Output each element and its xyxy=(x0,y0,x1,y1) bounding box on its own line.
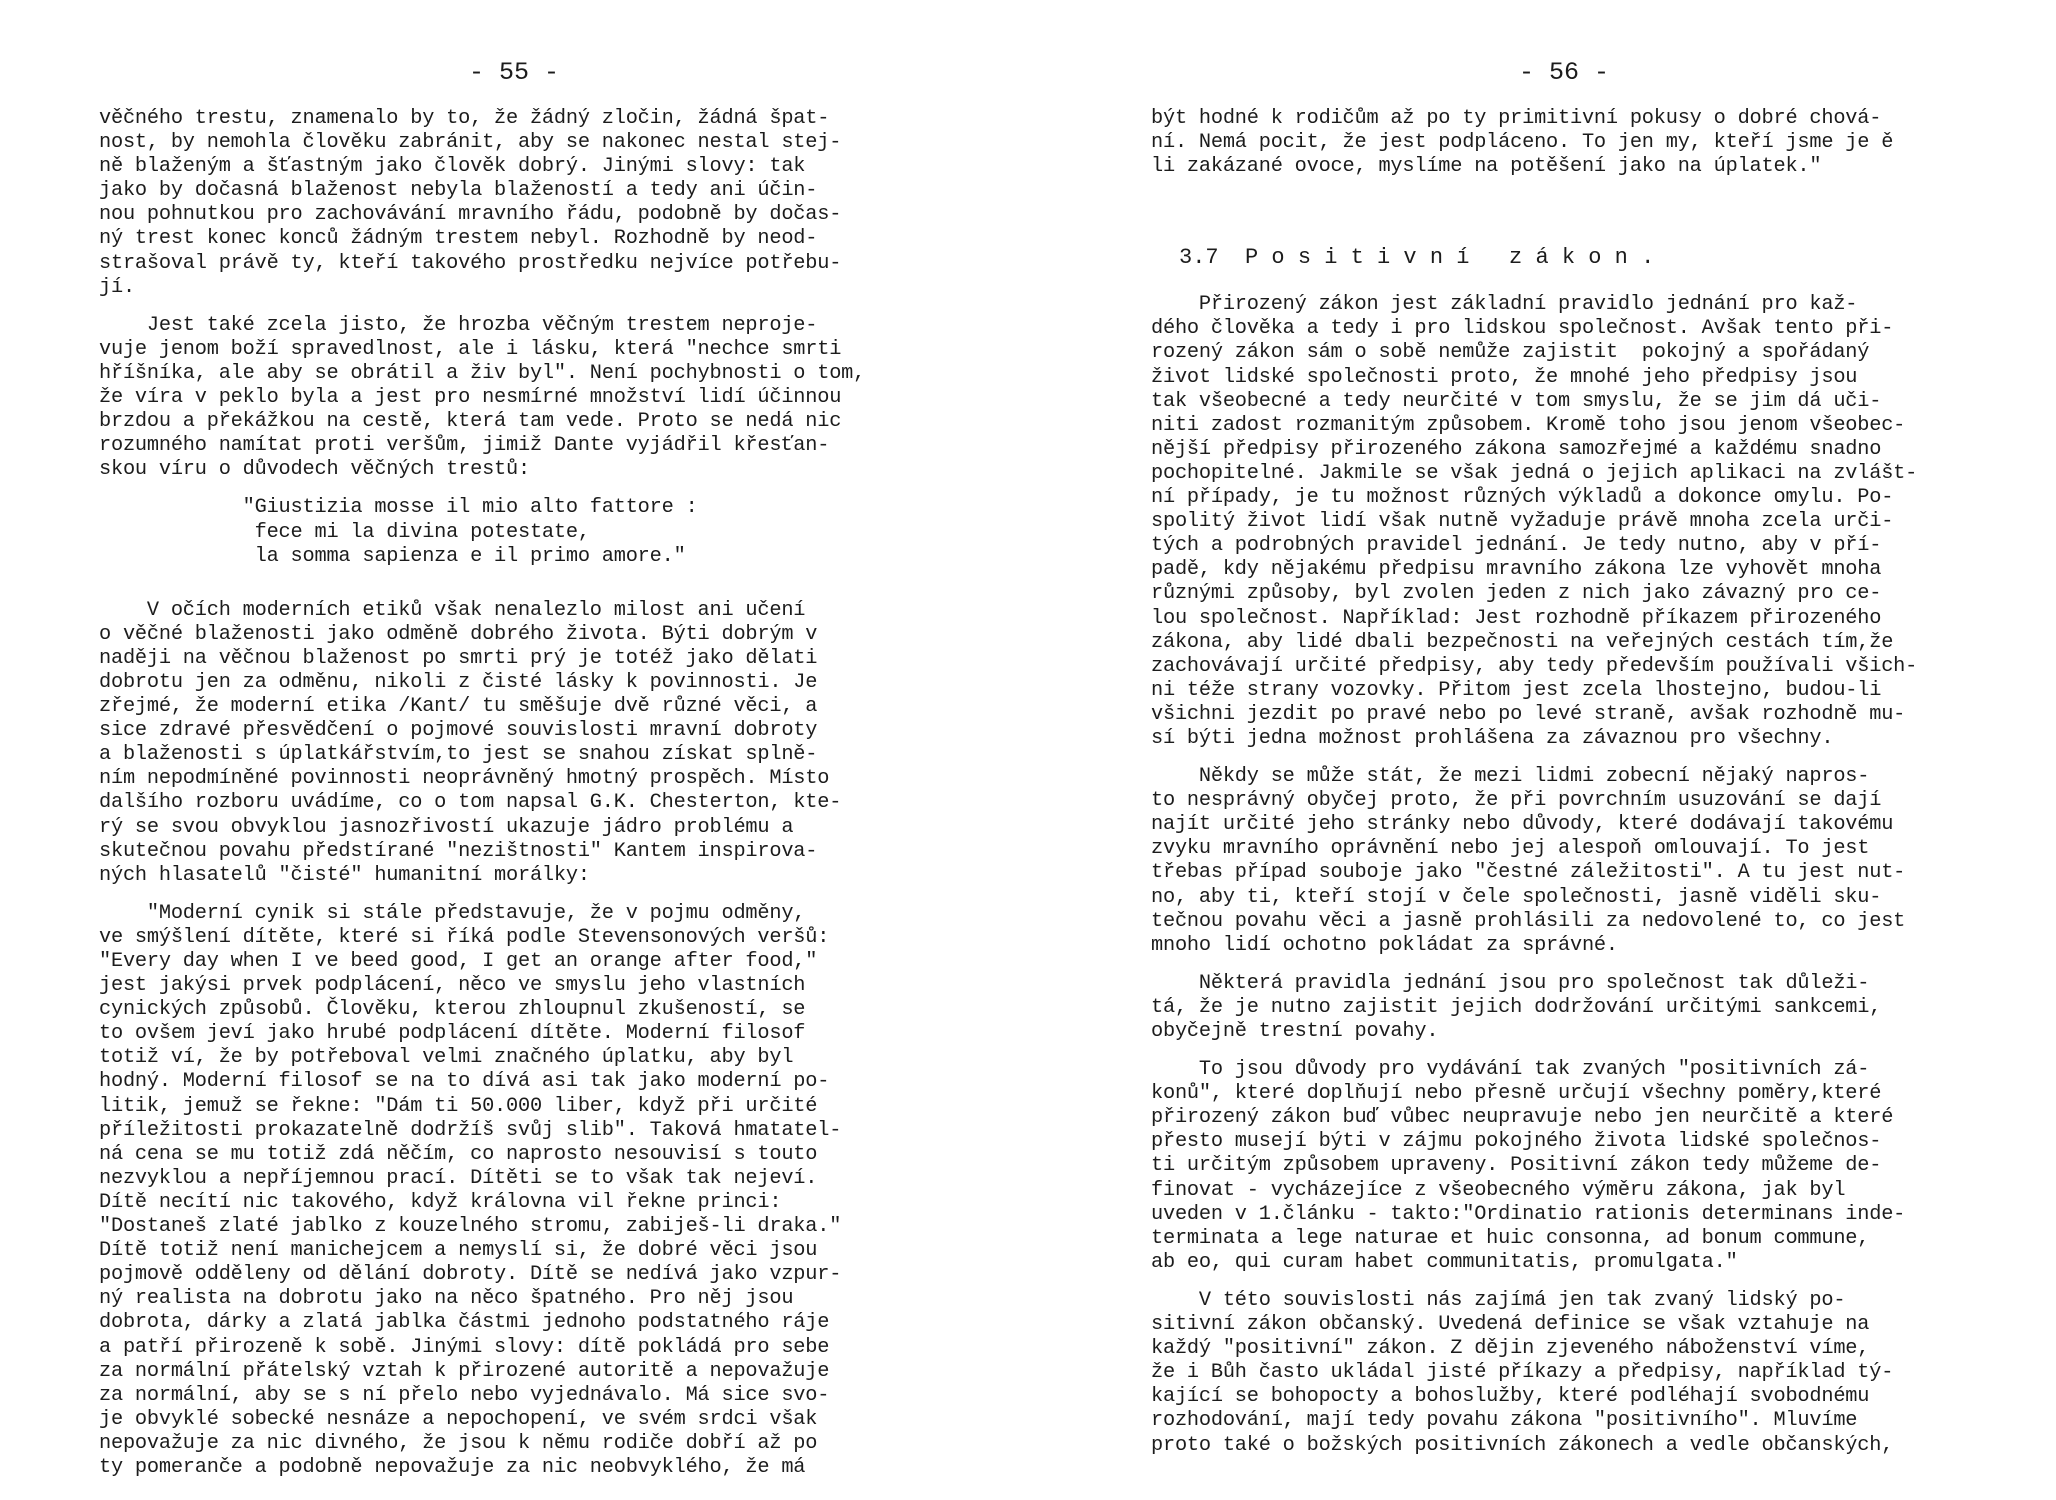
paragraph: To jsou důvody pro vydávání tak zvaných "positivních zá- konů", které doplňují nebo přesně určují všechny poměry,které přirozený zákon buď vůbec neupravuje nebo jen neurčitě a které přesto musejí býti v zájmu pokojného života lidské společnos- ti určitým způsobem upraveny. Positivní zákon tedy můžeme de- finovat - vycházejíce z všeobecného výměru zákona, jak byl uveden v 1.článku - takto:"Ordinatio rationis determinans inde- terminata a lege naturae et huic consonna, ad bonum commune, ab eo, qui curam habet communitatis, promulgata." xyxy=(1151,1058,1906,1274)
text-column xyxy=(99,107,929,1480)
paragraph: "Moderní cynik si stále představuje, že v pojmu odměny, ve smýšlení dítěte, které si říká podle Stevensonových veršů: "Every day when I ve beed good, I get an orange after food," jest jakýsi prvek podplácení, něco ve smyslu jeho vlastních cynických způsobů. Člověku, kterou zhloupnul zkušeností, se to ovšem jeví jako hrubé podplácení dítěte. Moderní filosof totiž ví, že by potřeboval velmi značného úplatku, aby byl hodný. Moderní filosof se na to dívá asi tak jako moderní po- litik, jemuž se řekne: "Dám ti 50.000 liber, když při určité příležitosti prokazatelně dodržíš svůj slib". Taková hmatatel- ná cena se mu totiž zdá něčím, co naprosto nesouvisí s touto nezvyklou a nepříjemnou prací. Dítěti se to však tak nejeví. Dítě necítí nic takového, když královna vil řekne princi: "Dostaneš zlaté jablko z kouzelného stromu, zabiješ-li draka." Dítě totiž není manichejcem a nemyslí si, že dobré věci jsou pojmově odděleny od dělání dobroty. Dítě se nedívá jako vzpur- ný realista na dobrotu jako na něco špatného. Pro něj jsou dobrota, dárky a zlatá jablka částmi jednoho podstatného ráje a patří přirozeně k sobě. Jinými slovy: dítě pokládá pro sebe za normální přátelský vztah k přirozené autoritě a nepovažuje za normální, aby se s ní přelo nebo vyjednávalo. Má sice svo- je obvyklé sobecké nesnáze a nepochopení, ve svém srdci však nepovažuje za nic divného, že jsou k němu rodiče dobří až po ty pomeranče a podobně nepovažuje za nic neobvyklého, že má xyxy=(99,901,842,1479)
paragraph: V očích moderních etiků však nenalezlo milost ani učení o věčné blaženosti jako odměně dobrého života. Býti dobrým v naději na věčnou blaženost po smrti prý je totéž jako dělati dobrotu jen za odměnu, nikoli z čisté lásky k povinnosti. Je zřejmé, že moderní etika /Kant/ tu směšuje dvě různé věci, a sice zdravé přesvědčení o pojmové souvislosti mravní dobroty a blaženosti s úplatkářstvím,to jest se snahou získat splně- ním nepodmíněné povinnosti neoprávněný hmotný prospěch. Místo dalšího rozboru uvádíme, co o tom napsal G.K. Chesterton, kte- rý se svou obvyklou jasnozřivostí ukazuje jádro problému a skutečnou povahu předstírané "nezištnosti" Kantem inspirova- ných hlasatelů "čisté" humanitní morálky: xyxy=(99,598,842,887)
paragraph: věčného trestu, znamenalo by to, že žádný zločin, žádná špat- nost, by nemohla člověku zabránit, aby se nakonec nestal stej- ně blaženým a šťastným jako člověk dobrý. Jinými slovy: tak jako by dočasná blaženost nebyla blažeností a tedy ani účin- nou pohnutkou pro zachovávání mravního řádu, podobně by dočas- ný trest konec konců žádným trestem nebyl. Rozhodně by neod- strašoval právě ty, kteří takového prostředku nejvíce potřebu- jí. xyxy=(99,107,842,299)
paragraph: V této souvislosti nás zajímá jen tak zvaný lidský po- sitivní zákon občanský. Uvedená definice se však vztahuje na každý "positivní" zákon. Z dějin zjeveného náboženství víme, že i Bůh často ukládal jisté příkazy a předpisy, například tý- kající se bohopocty a bohoslužby, které podléhají svobodnému rozhodování, mají tedy povahu zákona "positivního". Mluvíme proto také o božských positivních zákonech a vedle občanských, xyxy=(1151,1288,1894,1457)
page-number: - 56 - xyxy=(1518,58,1609,87)
paragraph: Někdy se může stát, že mezi lidmi zobecní nějaký napros- to nesprávný obyčej proto, že při povrchním usuzování se dají najít určité jeho stránky nebo důvody, které dodávají takovému zvyku mravního oprávnění nebo jej alespoň omlouvají. To jest třebas případ souboje jako "čestné záležitosti". A tu jest nut- no, aby ti, kteří stojí v čele společnosti, jasně viděli sku- tečnou povahu věci a jasně prohlásili za nedovolené to, co jest mnoho lidí ochotno pokládat za správné. xyxy=(1151,765,1906,957)
paragraph: Jest také zcela jisto, že hrozba věčným trestem neproje- vuje jenom boží spravedlnost, ale i lásku, která "nechce smrti hříšníka, ale aby se obrátil a živ byl". Není pochybnosti o tom, že víra v peklo byla a jest pro nesmírné množství lidí účinnou brzdou a překážkou na cestě, která tam vede. Proto se nedá nic rozumného namítat proti veršům, jimiž Dante vyjádřil křesťan- skou víru o důvodech věčných trestů: xyxy=(99,313,866,482)
quotation: "Giustizia mosse il mio alto fattore : fece mi la divina potestate, la somma sapienza e il primo amore." xyxy=(242,496,698,568)
paragraph: být hodné k rodičům až po ty primitivní pokusy o dobré chová- ní. Nemá pocit, že jest podpláceno. To jen my, kteří jsme je ě li zakázané ovoce, myslíme na potěšení jako na úplatek." xyxy=(1151,107,1894,179)
section-heading: 3.7 P o s i t i v n í z á k o n . xyxy=(1179,245,1655,271)
paragraph: Některá pravidla jednání jsou pro společnost tak důleži- tá, že je nutno zajistit jejich dodržování určitými sankcemi, obyčejně trestní povahy. xyxy=(1151,971,1882,1043)
page-number: - 55 - xyxy=(468,58,559,87)
text-column xyxy=(1151,107,2011,1458)
paragraph: Přirozený zákon jest základní pravidlo jednání pro kaž- dého člověka a tedy i pro lidskou společnost. Avšak tento při- rozený zákon sám o sobě nemůže zajistit pokojný a spořádaný život lidské společnosti proto, že mnohé jeho předpisy jsou tak všeobecné a tedy neurčité v tom smyslu, že se jim dá uči- niti zadost rozmanitým způsobem. Kromě toho jsou jenom všeobec- nější předpisy přirozeného zákona samozřejmé a každému snadno pochopitelné. Jakmile se však jedná o jejich aplikaci na zvlášt- ní případy, je tu možnost různých výkladů a dokonce omylu. Po- spolitý život lidí však nutně vyžaduje právě mnoha zcela urči- tých a podrobných pravidel jednání. Je tedy nutno, aby v pří- padě, kdy nějakému předpisu mravního zákona lze vyhovět mnoha různými způsoby, byl zvolen jeden z nich jako závazný pro ce- lou společnost. Například: Jest rozhodně příkazem přirozeného zákona, aby lidé dbali bezpečnosti na veřejných cestách tím,že zachovávají určité předpisy, aby tedy především používali všich- ni téže strany vozovky. Přitom jest zcela lhostejno, budou-li všichni jezdit po pravé nebo po levé straně, avšak rozhodně mu- sí býti jedna možnost prohlášena za závaznou pro všechny. xyxy=(1151,293,1918,750)
